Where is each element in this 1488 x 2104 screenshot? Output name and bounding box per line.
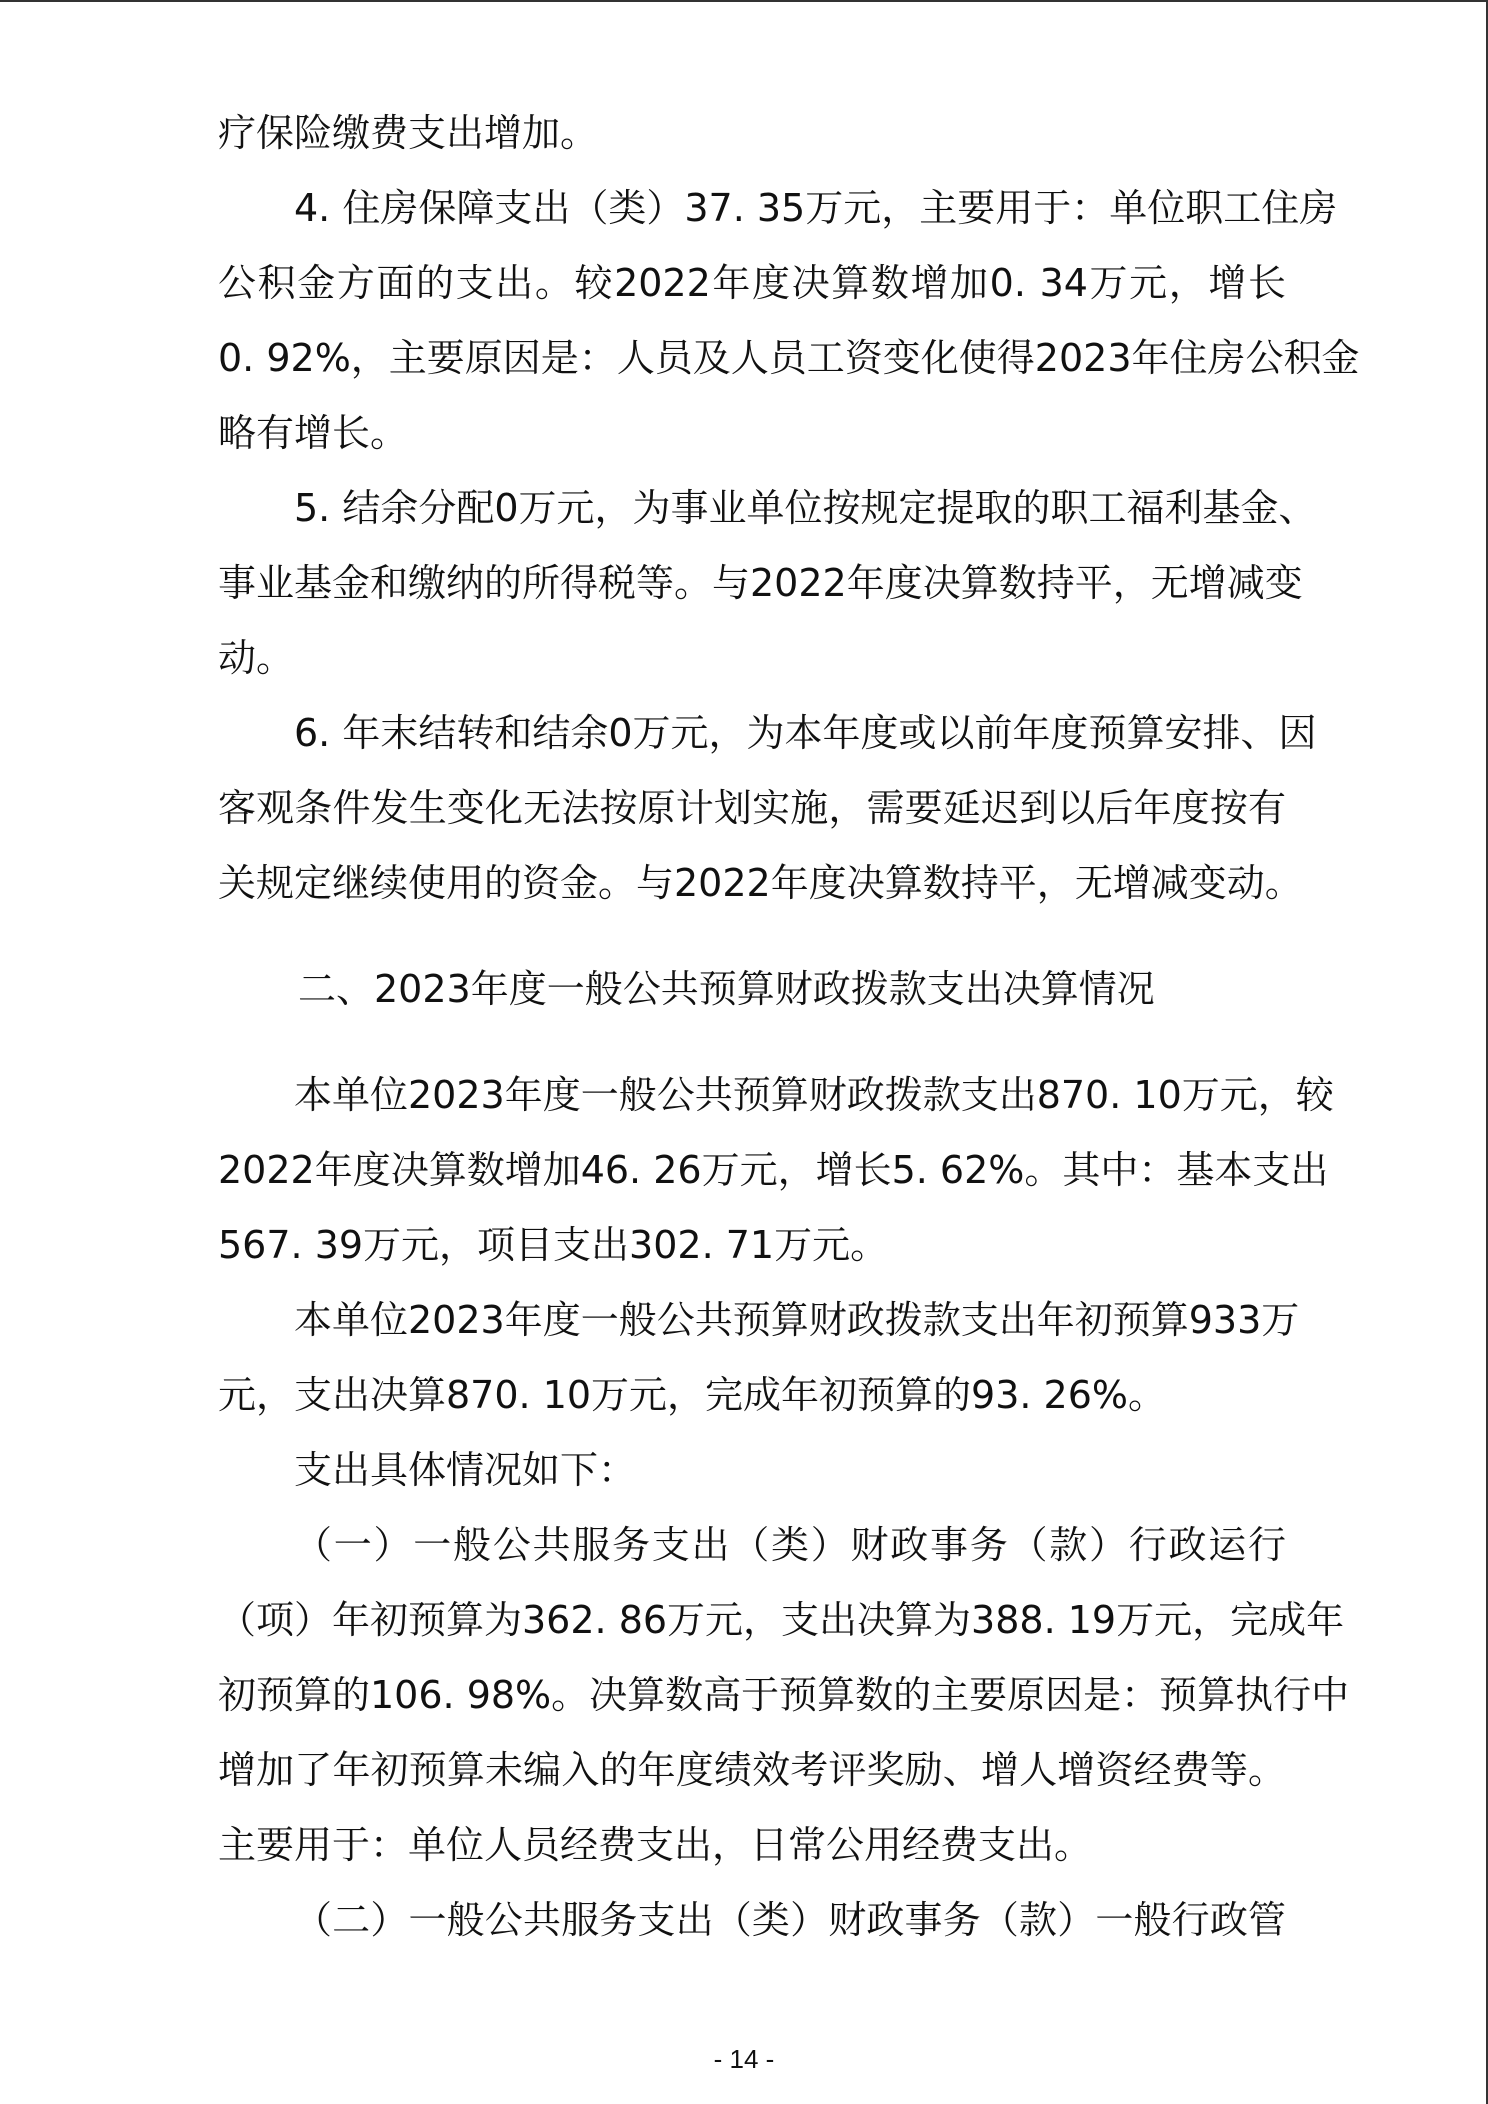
text-line: 支出具体情况如下： — [294, 1448, 637, 1492]
text-line: 略有增长。 — [218, 411, 409, 455]
text-line: 事业基金和缴纳的所得税等。与2022年度决算数持平，无增减变 — [218, 561, 1303, 605]
text-line: 0. 92%，主要原因是：人员及人员工资变化使得2023年住房公积金 — [218, 336, 1360, 380]
text-line: 4. 住房保障支出（类）37. 35万元，主要用于：单位职工住房 — [294, 186, 1338, 230]
text-line: （二）一般公共服务支出（类）财政事务（款）一般行政管 — [294, 1898, 1286, 1942]
text-line: （项）年初预算为362. 86万元，支出决算为388. 19万元，完成年 — [218, 1598, 1345, 1642]
text-line: 初预算的106. 98%。决算数高于预算数的主要原因是：预算执行中 — [218, 1673, 1350, 1717]
text-line: 本单位2023年度一般公共预算财政拨款支出870. 10万元，较 — [294, 1073, 1334, 1117]
text-line: 567. 39万元，项目支出302. 71万元。 — [218, 1223, 889, 1267]
text-line: 增加了年初预算未编入的年度绩效考评奖励、增人增资经费等。 — [218, 1748, 1286, 1792]
text-line: 疗保险缴费支出增加。 — [218, 111, 599, 155]
text-line: 公积金方面的支出。较2022年度决算数增加0. 34万元，增长 — [218, 261, 1286, 305]
text-line: 6. 年末结转和结余0万元，为本年度或以前年度预算安排、因 — [294, 711, 1317, 755]
text-line: 本单位2023年度一般公共预算财政拨款支出年初预算933万 — [294, 1298, 1300, 1342]
text-line: 5. 结余分配0万元，为事业单位按规定提取的职工福利基金、 — [294, 486, 1317, 530]
text-line: 主要用于：单位人员经费支出，日常公用经费支出。 — [218, 1823, 1093, 1867]
text-line: 客观条件发生变化无法按原计划实施，需要延迟到以后年度按有 — [218, 786, 1286, 830]
page-number: - 14 - — [713, 2044, 775, 2074]
text-line: 元，支出决算870. 10万元，完成年初预算的93. 26%。 — [218, 1373, 1167, 1417]
text-line: 动。 — [218, 636, 295, 680]
text-line: （一）一般公共服务支出（类）财政事务（款）行政运行 — [294, 1523, 1286, 1567]
text-line: 2022年度决算数增加46. 26万元，增长5. 62%。其中：基本支出 — [218, 1148, 1329, 1192]
page-body — [218, 96, 1360, 1958]
text-line: 关规定继续使用的资金。与2022年度决算数持平，无增减变动。 — [218, 861, 1303, 905]
section-heading: 二、2023年度一般公共预算财政拨款支出决算情况 — [298, 967, 1155, 1011]
